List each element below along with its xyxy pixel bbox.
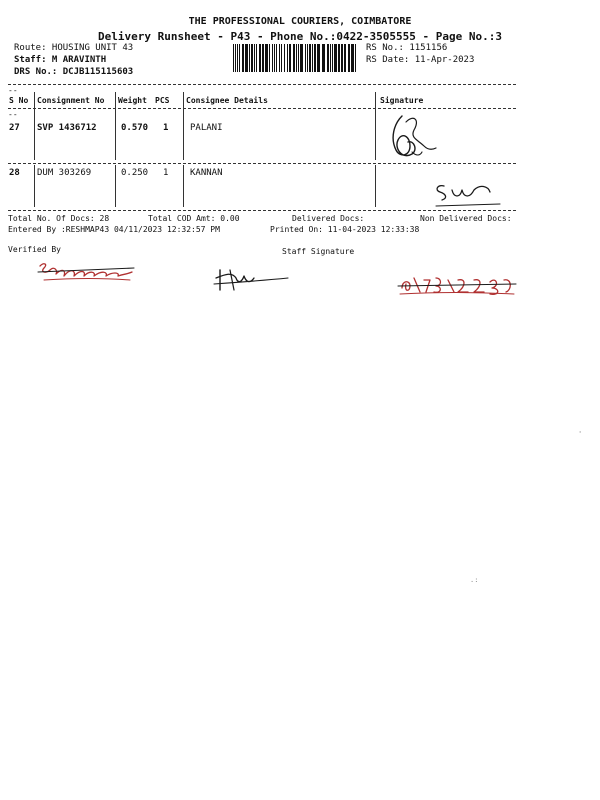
verified-by-signature-image bbox=[34, 258, 138, 286]
barcode-bar bbox=[322, 44, 325, 72]
barcode-bar bbox=[284, 44, 285, 72]
table-top-rule bbox=[8, 84, 516, 85]
row-divider bbox=[8, 163, 516, 164]
barcode-bar bbox=[296, 44, 297, 72]
row-pcs: 1 bbox=[163, 168, 169, 178]
row-weight: 0.570 bbox=[121, 123, 149, 133]
col-divider bbox=[375, 92, 376, 160]
non-delivered-docs: Non Delivered Docs: bbox=[420, 214, 512, 223]
drs-number: DRS No.: DCJB115115603 bbox=[14, 67, 134, 77]
barcode-bar bbox=[251, 44, 253, 72]
barcode-bar bbox=[338, 44, 340, 72]
col-divider bbox=[115, 165, 116, 207]
staff-signature-image bbox=[212, 264, 292, 294]
barcode-bar bbox=[332, 44, 333, 72]
staff-label: Staff: M ARAVINTH bbox=[14, 55, 107, 65]
barcode-bar bbox=[334, 44, 337, 72]
header-bottom-rule bbox=[8, 108, 516, 109]
col-header-consignment: Consignment No bbox=[37, 96, 105, 105]
total-docs: Total No. Of Docs: 28 bbox=[8, 214, 110, 223]
row-consignment-no: SVP 1436712 bbox=[37, 123, 97, 133]
barcode-bar bbox=[307, 44, 308, 72]
row-sno: 27 bbox=[9, 123, 20, 133]
row-pcs: 1 bbox=[163, 123, 169, 133]
col-header-consignee: Consignee Details bbox=[186, 96, 268, 105]
barcode-bar bbox=[300, 44, 303, 72]
barcode bbox=[232, 44, 358, 72]
barcode-bar bbox=[256, 44, 257, 72]
consignee-signature-image bbox=[430, 176, 510, 210]
barcode-bar bbox=[289, 44, 291, 72]
document-title: THE PROFESSIONAL COURIERS, COIMBATORE bbox=[188, 16, 412, 27]
col-header-weight: Weight bbox=[118, 96, 147, 105]
entered-by: Entered By :RESHMAP43 04/11/2023 12:32:57 PM bbox=[8, 225, 220, 234]
barcode-bar bbox=[341, 44, 343, 72]
barcode-bar bbox=[233, 44, 234, 72]
runsheet-subtitle: Delivery Runsheet - P43 - Phone No.:0422-3505555 - Page No.:3 bbox=[98, 30, 502, 43]
barcode-bar bbox=[272, 44, 273, 72]
barcode-bar bbox=[242, 44, 244, 72]
route-label: Route: HOUSING UNIT 43 bbox=[14, 43, 134, 53]
barcode-bar bbox=[317, 44, 320, 72]
barcode-bar bbox=[245, 44, 248, 72]
barcode-bar bbox=[351, 44, 354, 72]
total-cod-amount: Total COD Amt: 0.00 bbox=[148, 214, 240, 223]
col-divider bbox=[115, 92, 116, 160]
table-bottom-rule bbox=[8, 210, 516, 211]
rs-number: RS No.: 1151156 bbox=[366, 43, 448, 53]
barcode-bar bbox=[235, 44, 236, 72]
col-divider bbox=[375, 165, 376, 207]
rule-dashes: -- bbox=[8, 86, 18, 95]
col-header-signature: Signature bbox=[380, 96, 424, 105]
barcode-bar bbox=[309, 44, 311, 72]
barcode-bar bbox=[344, 44, 346, 72]
barcode-bar bbox=[269, 44, 270, 72]
barcode-bar bbox=[262, 44, 264, 72]
barcode-bar bbox=[355, 44, 356, 72]
col-divider bbox=[34, 165, 35, 207]
consignee-signature-image bbox=[384, 110, 444, 166]
printed-on: Printed On: 11-04-2023 12:33:38 bbox=[270, 225, 420, 234]
barcode-bar bbox=[254, 44, 255, 72]
rule-dashes: -- bbox=[8, 110, 18, 119]
barcode-bar bbox=[276, 44, 277, 72]
barcode-bar bbox=[327, 44, 329, 72]
row-consignee: PALANI bbox=[190, 123, 223, 133]
barcode-bar bbox=[237, 44, 238, 72]
barcode-bar bbox=[239, 44, 240, 72]
row-consignee: KANNAN bbox=[190, 168, 223, 178]
staff-signature-label: Staff Signature bbox=[282, 247, 355, 256]
barcode-bar bbox=[287, 44, 288, 72]
barcode-bar bbox=[249, 44, 250, 72]
barcode-bar bbox=[293, 44, 295, 72]
col-header-sno: S No bbox=[9, 96, 29, 105]
row-weight: 0.250 bbox=[121, 168, 149, 178]
barcode-bar bbox=[259, 44, 261, 72]
barcode-bar bbox=[279, 44, 280, 72]
col-header-pcs: PCS bbox=[155, 96, 170, 105]
receiver-signature-image bbox=[396, 272, 520, 298]
rs-date: RS Date: 11-Apr-2023 bbox=[366, 55, 475, 65]
col-divider bbox=[34, 92, 35, 160]
row-consignment-no: DUM 303269 bbox=[37, 168, 92, 178]
barcode-bar bbox=[298, 44, 299, 72]
barcode-bar bbox=[281, 44, 282, 72]
barcode-bar bbox=[348, 44, 350, 72]
scan-speck: ' bbox=[578, 430, 583, 438]
barcode-bar bbox=[330, 44, 331, 72]
col-divider bbox=[183, 92, 184, 160]
verified-by-label: Verified By bbox=[8, 245, 61, 254]
scan-speck: .: bbox=[470, 576, 479, 584]
barcode-bar bbox=[274, 44, 275, 72]
row-sno: 28 bbox=[9, 168, 20, 178]
barcode-bar bbox=[314, 44, 316, 72]
delivered-docs: Delivered Docs: bbox=[292, 214, 365, 223]
barcode-bar bbox=[305, 44, 306, 72]
barcode-bar bbox=[265, 44, 268, 72]
col-divider bbox=[183, 165, 184, 207]
barcode-bar bbox=[312, 44, 313, 72]
